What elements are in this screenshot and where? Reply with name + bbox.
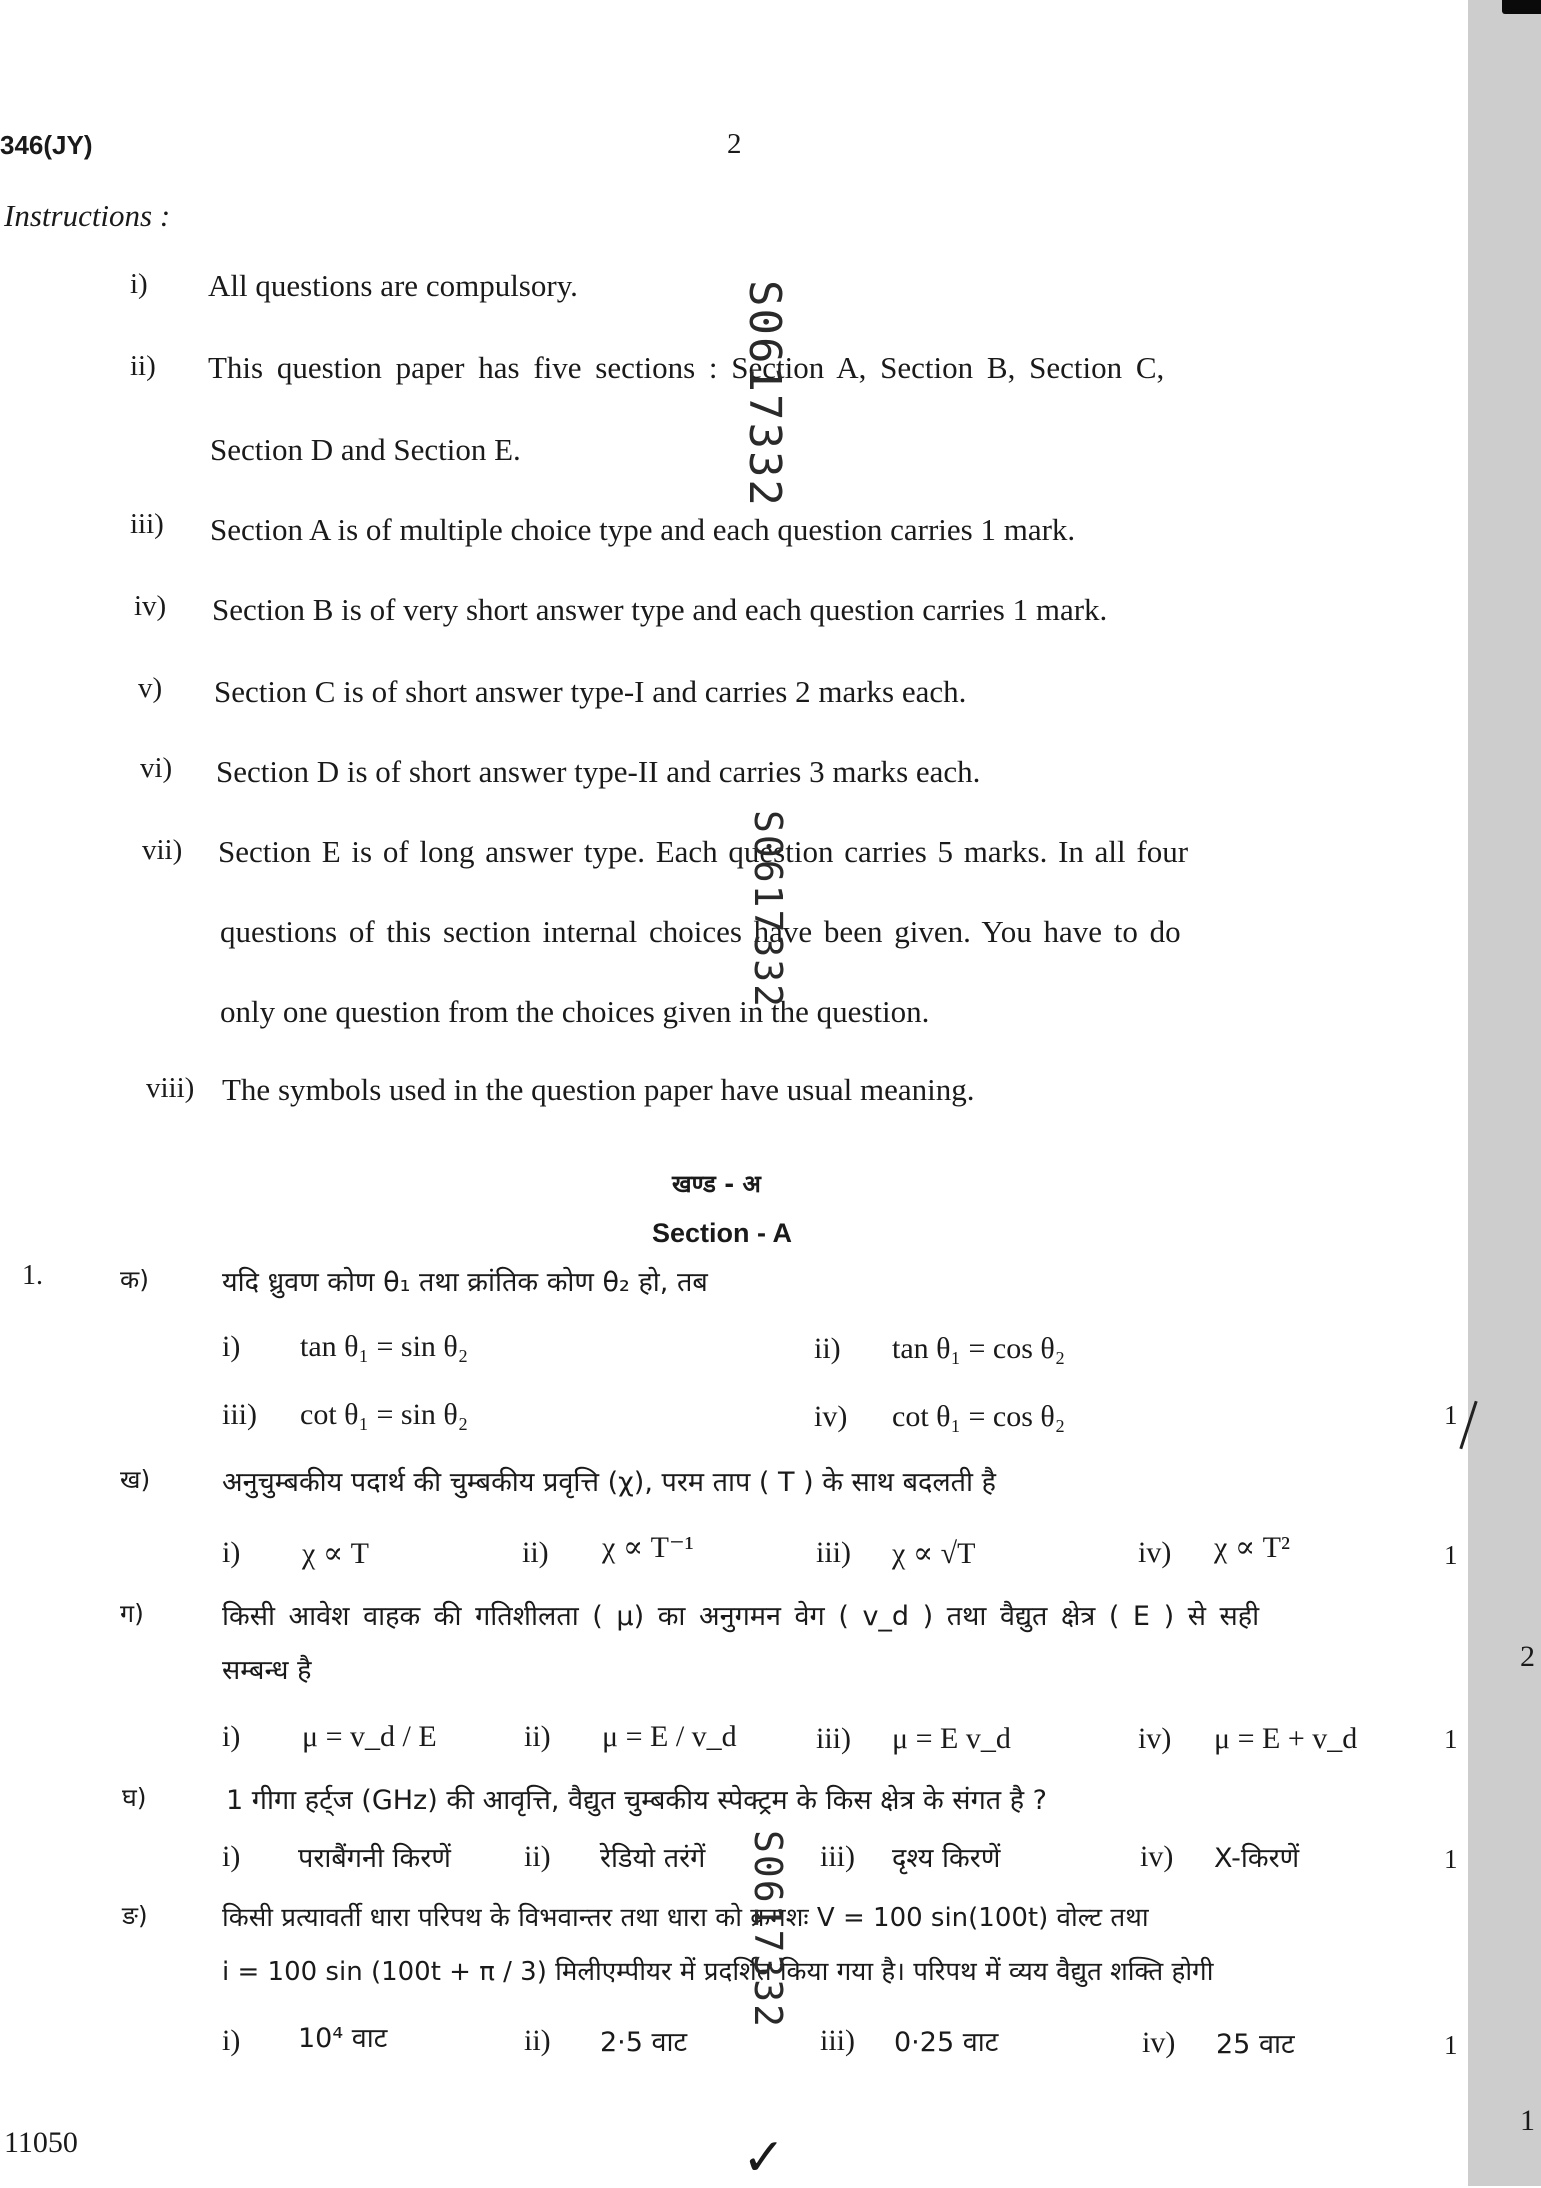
option-text: μ = E / v_d (602, 1720, 737, 1753)
option-num: ii) (524, 1720, 551, 1753)
instructions-title: Instructions : (4, 198, 171, 233)
corner-scan-mark (1502, 0, 1541, 14)
option-num: iv) (814, 1400, 848, 1433)
option-num: iv) (1138, 1536, 1172, 1569)
option-num: ii) (814, 1332, 841, 1365)
option-text: χ ∝ T² (1214, 1531, 1290, 1564)
option-num: iv) (1138, 1722, 1172, 1755)
option-text: X-किरणें (1214, 1843, 1300, 1874)
question-part-label: ख) (120, 1465, 151, 1494)
instruction-text: Section B is of very short answer type and each question carries 1 mark. (212, 592, 1108, 627)
option-text: μ = E v_d (892, 1722, 1011, 1755)
instruction-text: All questions are compulsory. (208, 268, 578, 303)
option-text: χ ∝ √T (892, 1537, 976, 1570)
side-total-marks: 2 (1520, 1640, 1535, 1673)
option-num: i) (222, 1536, 241, 1569)
instruction-num: vi) (140, 752, 173, 784)
page-number: 2 (727, 128, 742, 160)
instruction-num: iii) (130, 508, 164, 540)
paper-code: 346(JY) (0, 130, 93, 160)
question-part-label: घ) (122, 1783, 147, 1812)
option-num: i) (222, 1330, 241, 1363)
option-text: χ ∝ T (302, 1537, 369, 1570)
question-part-label: ङ) (122, 1901, 148, 1930)
option-num: ii) (524, 1840, 551, 1873)
option-text: cot θ₁ = cos θ₂ (892, 1400, 1066, 1433)
instruction-text: Section A is of multiple choice type and each question carries 1 mark. (210, 512, 1076, 547)
option-num: ii) (522, 1536, 549, 1569)
instruction-text: The symbols used in the question paper have usual meaning. (222, 1072, 975, 1107)
instruction-num: viii) (146, 1072, 195, 1104)
instruction-text: Section D is of short answer type-II and carries 3 marks each. (216, 754, 981, 789)
option-text: दृश्य किरणें (892, 1843, 1001, 1874)
side-bottom-mark: 1 (1520, 2104, 1535, 2137)
option-text: χ ∝ T⁻¹ (602, 1531, 694, 1564)
question-part-label: ग) (120, 1599, 144, 1628)
instruction-num: vii) (142, 834, 183, 866)
instruction-text: Section E is of long answer type. Each question carries 5 marks. In all four (218, 834, 1189, 869)
option-num: ii) (524, 2024, 551, 2057)
question-part-text: सम्बन्ध है (222, 1655, 312, 1686)
option-text: tan θ₁ = cos θ₂ (892, 1332, 1066, 1365)
marks: 1 (1444, 2030, 1458, 2060)
question-part-text: किसी आवेश वाहक की गतिशीलता ( μ) का अनुगमन वेग ( v_d ) तथा वैद्युत क्षेत्र ( E ) से सही (222, 1601, 1260, 1632)
question-part-label: क) (120, 1265, 149, 1294)
question-part-text: 1 गीगा हर्ट्ज (GHz) की आवृत्ति, वैद्युत चुम्बकीय स्पेक्ट्रम के किस क्षेत्र के संगत है ? (226, 1785, 1047, 1816)
option-text: पराबैंगनी किरणें (298, 1843, 451, 1874)
instruction-num: v) (138, 672, 163, 704)
option-text: रेडियो तरंगें (600, 1843, 706, 1874)
option-num: i) (222, 2024, 241, 2057)
watermark-stamp: S0617332 (746, 810, 790, 1010)
option-num: iii) (820, 1840, 855, 1873)
option-num: iii) (820, 2024, 855, 2057)
option-text: 2·5 वाट (600, 2027, 688, 2058)
option-num: i) (222, 1840, 241, 1873)
marks: 1 (1444, 1724, 1458, 1754)
option-text: μ = E + v_d (1214, 1722, 1358, 1755)
marks: 1 (1444, 1540, 1458, 1570)
question-part-text: किसी प्रत्यावर्ती धारा परिपथ के विभवान्तर तथा धारा को क्रमशः V = 100 sin(100t) वोल्ट तथा (222, 1903, 1149, 1933)
option-num: iv) (1142, 2026, 1176, 2059)
question-part-text: यदि ध्रुवण कोण θ₁ तथा क्रांतिक कोण θ₂ हो, तब (222, 1267, 708, 1298)
section-heading-english: Section - A (652, 1218, 793, 1248)
instruction-num: ii) (130, 350, 156, 382)
option-num: iii) (816, 1722, 851, 1755)
marks: 1 (1444, 1400, 1458, 1430)
option-text: μ = v_d / E (302, 1720, 437, 1753)
watermark-stamp: S0617332 (746, 1830, 790, 2030)
section-heading-hindi: खण्ड - अ (672, 1170, 761, 1198)
footer-code: 11050 (4, 2126, 78, 2159)
instruction-text: only one question from the choices given in the question. (220, 994, 930, 1029)
instruction-text: Section D and Section E. (210, 432, 521, 467)
check-mark-icon: ✓ (742, 2130, 786, 2187)
option-num: iii) (816, 1536, 851, 1569)
option-text: 10⁴ वाट (298, 2023, 388, 2054)
option-text: 0·25 वाट (894, 2027, 999, 2058)
instruction-num: iv) (134, 590, 167, 622)
option-text: 25 वाट (1216, 2029, 1295, 2060)
instruction-text: Section C is of short answer type-I and carries 2 marks each. (214, 674, 967, 709)
page-margin-panel (1468, 0, 1541, 2186)
option-num: iv) (1140, 1840, 1174, 1873)
instruction-text: This question paper has five sections : Section A, Section B, Section C, (208, 350, 1165, 385)
marks: 1 (1444, 1844, 1458, 1874)
option-num: i) (222, 1720, 241, 1753)
watermark-stamp: S0617332 (739, 280, 790, 508)
option-text: cot θ₁ = sin θ₂ (300, 1398, 469, 1431)
question-part-text: i = 100 sin (100t + π / 3) मिलीएम्पीयर में प्रदर्शित किया गया है। परिपथ में व्यय वैद्युत शक्ति होगी (222, 1957, 1214, 1987)
question-part-text: अनुचुम्बकीय पदार्थ की चुम्बकीय प्रवृत्ति (χ), परम ताप ( T ) के साथ बदलती है (222, 1467, 996, 1498)
instruction-num: i) (130, 268, 148, 300)
instruction-text: questions of this section internal choices have been given. You have to do (220, 914, 1181, 949)
option-text: tan θ₁ = sin θ₂ (300, 1330, 469, 1363)
option-num: iii) (222, 1398, 257, 1431)
question-number: 1. (22, 1260, 43, 1291)
